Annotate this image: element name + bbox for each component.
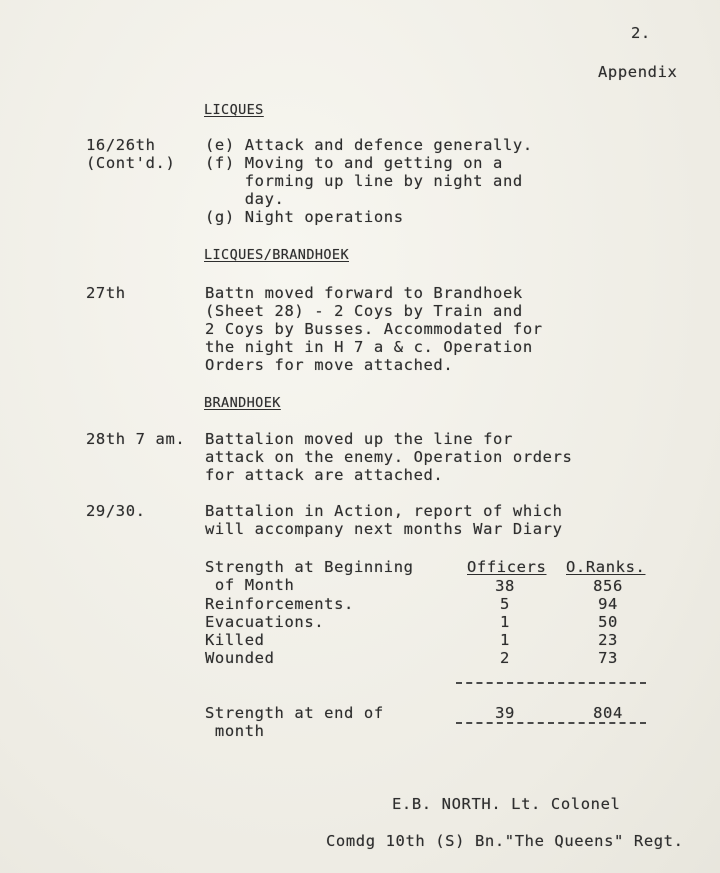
table-cell-officers: 5: [500, 595, 510, 613]
signature-unit: Comdg 10th (S) Bn."The Queens" Regt.: [326, 832, 684, 850]
table-row-label: Evacuations.: [205, 613, 325, 631]
appendix-label: Appendix: [598, 63, 678, 81]
section-heading-brandhoek: BRANDHOEK: [204, 395, 281, 411]
table-cell-ranks: 50: [598, 613, 618, 631]
table-cell-ranks: 23: [598, 631, 618, 649]
table-cell-officers: 2: [500, 649, 510, 667]
table-row-label: Reinforcements.: [205, 595, 354, 613]
table-cell-ranks: 94: [598, 595, 618, 613]
table-total-ranks: 804: [593, 704, 623, 722]
section-heading-licques: LICQUES: [204, 102, 264, 118]
signature-name: E.B. NORTH. Lt. Colonel: [392, 795, 621, 813]
entry-date: 29/30.: [86, 502, 146, 520]
col-header-officers: Officers: [467, 558, 547, 576]
table-cell-ranks: 856: [593, 577, 623, 595]
table-cell-officers: 1: [500, 613, 510, 631]
col-header-ranks: O.Ranks.: [566, 558, 646, 576]
table-row-label: Wounded: [205, 649, 275, 667]
table-total-label: Strength at end of month: [205, 704, 384, 740]
table-cell-officers: 1: [500, 631, 510, 649]
entry-text: Battalion moved up the line for attack on the enemy. Operation orders for attack are attached.: [205, 430, 573, 484]
table-row-label: Killed: [205, 631, 265, 649]
entry-text: (e) Attack and defence generally. (f) Moving to and getting on a forming up line by night and day. (g) Night operations: [205, 136, 533, 226]
entry-text: Battalion in Action, report of which will accompany next months War Diary: [205, 502, 563, 538]
table-total-underline: [456, 722, 646, 724]
table-divider: [456, 682, 646, 684]
section-heading-licques-brandhoek: LICQUES/BRANDHOEK: [204, 247, 349, 263]
table-cell-ranks: 73: [598, 649, 618, 667]
page-number: 2.: [631, 24, 651, 42]
entry-date: 27th: [86, 284, 126, 302]
table-row-label: Strength at Beginning of Month: [205, 558, 414, 594]
table-cell-officers: 38: [495, 577, 515, 595]
entry-text: Battn moved forward to Brandhoek (Sheet 28) - 2 Coys by Train and 2 Coys by Busses. Accommodated for the night in H 7 a & c. Operation Orders for move attached.: [205, 284, 543, 374]
table-total-officers: 39: [495, 704, 515, 722]
entry-date: 16/26th (Cont'd.): [86, 136, 176, 172]
entry-date: 28th 7 am.: [86, 430, 186, 448]
